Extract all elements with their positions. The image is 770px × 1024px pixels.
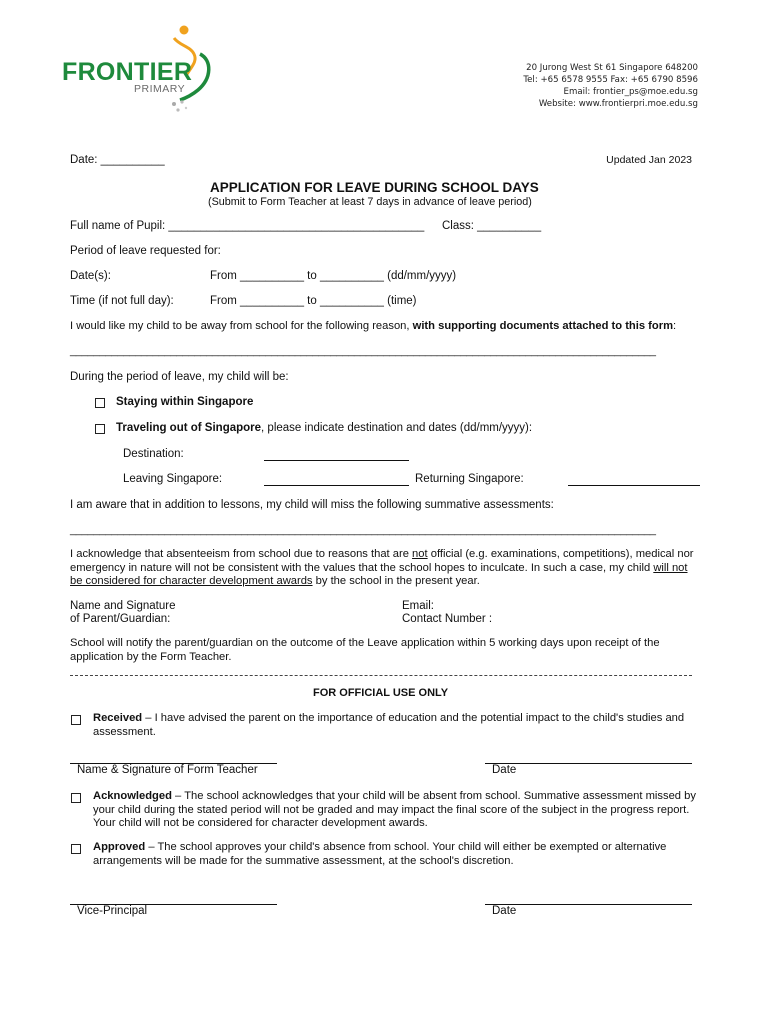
leaving-label: Leaving Singapore: (123, 473, 223, 485)
during-label: During the period of leave, my child will be: (70, 371, 289, 383)
time-field[interactable]: From __________ to __________ (time) (210, 295, 417, 307)
acknowledgement-text (70, 548, 702, 589)
form-title: APPLICATION FOR LEAVE DURING SCHOOL DAYS (210, 180, 539, 195)
form-subtitle: (Submit to Form Teacher at least 7 days in advance of leave period) (208, 196, 532, 208)
divider (70, 675, 692, 676)
address-line: Email: frontier_ps@moe.edu.sg (563, 87, 698, 97)
checkbox-approved[interactable] (71, 844, 81, 854)
option-traveling (116, 422, 532, 434)
dates-field[interactable]: From __________ to __________ (dd/mm/yyyy) (210, 270, 457, 282)
destination-line[interactable] (264, 460, 409, 461)
assessment-field[interactable]: ___________________________________________________________________________________________________ (70, 524, 656, 536)
period-label: Period of leave requested for: (70, 245, 221, 257)
leaving-line[interactable] (264, 485, 409, 486)
contact-number-label: Contact Number : (402, 613, 493, 625)
dates-label: Date(s): (70, 270, 111, 282)
ack-part: official (e.g. examinations, competitions), medical nor emergency in nature will not be consistent with the values that the school hopes to inculcate. In such a case, my child (70, 548, 694, 574)
ack-not: not (412, 548, 428, 560)
option-staying-sg: Staying within Singapore (116, 396, 254, 408)
address-line: Website: www.frontierpri.moe.edu.sg (538, 99, 698, 109)
pupil-name-field[interactable]: Full name of Pupil: ________________________________________ (70, 220, 425, 232)
time-label: Time (if not full day): (70, 295, 174, 307)
school-logo (62, 24, 222, 120)
ack-part: by the school in the present year. (312, 575, 480, 587)
approved-text (93, 841, 703, 868)
option-traveling-rest: , please indicate destination and dates (dd/mm/yyyy): (261, 422, 533, 434)
ack-underlined: will not be considered for character development awards (70, 561, 688, 587)
vp-date-label: Date (492, 905, 517, 917)
contact-labels (402, 600, 492, 626)
destination-label: Destination: (123, 448, 184, 460)
logo-name: FRONTIER (62, 58, 193, 86)
checkbox-received[interactable] (71, 715, 81, 725)
returning-line[interactable] (568, 485, 700, 486)
ack-part: I acknowledge that absenteeism from school due to reasons that are (70, 548, 413, 560)
reason-prefix: I would like my child to be away from school for the following reason, (70, 320, 413, 332)
checkbox-staying-sg[interactable] (95, 398, 105, 408)
approved-bold: Approved (93, 841, 146, 853)
form-teacher-label: Name & Signature of Form Teacher (77, 764, 258, 776)
assessment-label: I am aware that in addition to lessons, my child will miss the following summative assessments: (70, 499, 554, 511)
notify-text: School will notify the parent/guardian on the outcome of the Leave application within 5 working days upon receipt of the application by the Form Teacher. (70, 637, 660, 663)
received-rest: – I have advised the parent on the importance of education and the potential impact to the child's studies and assessment. (93, 712, 685, 738)
parent-signature-label (70, 600, 175, 626)
returning-label: Returning Singapore: (415, 473, 524, 485)
class-field[interactable]: Class: __________ (442, 220, 542, 232)
option-traveling-bold: Traveling out of Singapore (116, 422, 262, 434)
sig-line1: Name and Signature (70, 600, 176, 612)
checkbox-traveling[interactable] (95, 424, 105, 434)
approved-rest: – The school approves your child's absence from school. Your child will either be exempted or alternative arrangements will be made for the summative assessment, at the school's discretion. (93, 841, 667, 867)
checkbox-acknowledged[interactable] (71, 793, 81, 803)
reason-label (70, 320, 676, 332)
address-line: 20 Jurong West St 61 Singapore 648200 (526, 63, 698, 73)
reason-field[interactable]: ___________________________________________________________________________________________________ (70, 345, 656, 357)
received-text (93, 712, 703, 739)
acknowledged-rest: – The school acknowledges that your child will be absent from school. Summative assessment missed by your child during the stated period will not be graded and may impact the final score of the subject in the progress report. Your child will not be considered for character development awards. (93, 790, 696, 829)
sig-line2: of Parent/Guardian: (70, 613, 171, 625)
reason-bold: with supporting documents attached to this form (412, 320, 674, 332)
date-field[interactable]: Date: __________ (70, 154, 165, 166)
official-use-title: FOR OFFICIAL USE ONLY (313, 687, 449, 699)
updated-note: Updated Jan 2023 (606, 154, 692, 166)
email-label: Email: (402, 600, 434, 612)
acknowledged-bold: Acknowledged (93, 790, 172, 802)
vp-label: Vice-Principal (77, 905, 148, 917)
date-label: Date (492, 764, 517, 776)
acknowledged-text (93, 790, 703, 831)
logo-sub: PRIMARY (134, 83, 186, 95)
reason-suffix: : (673, 320, 677, 332)
address-line: Tel: +65 6578 9555 Fax: +65 6790 8596 (523, 75, 698, 85)
school-address (523, 62, 698, 110)
received-bold: Received (93, 712, 143, 724)
